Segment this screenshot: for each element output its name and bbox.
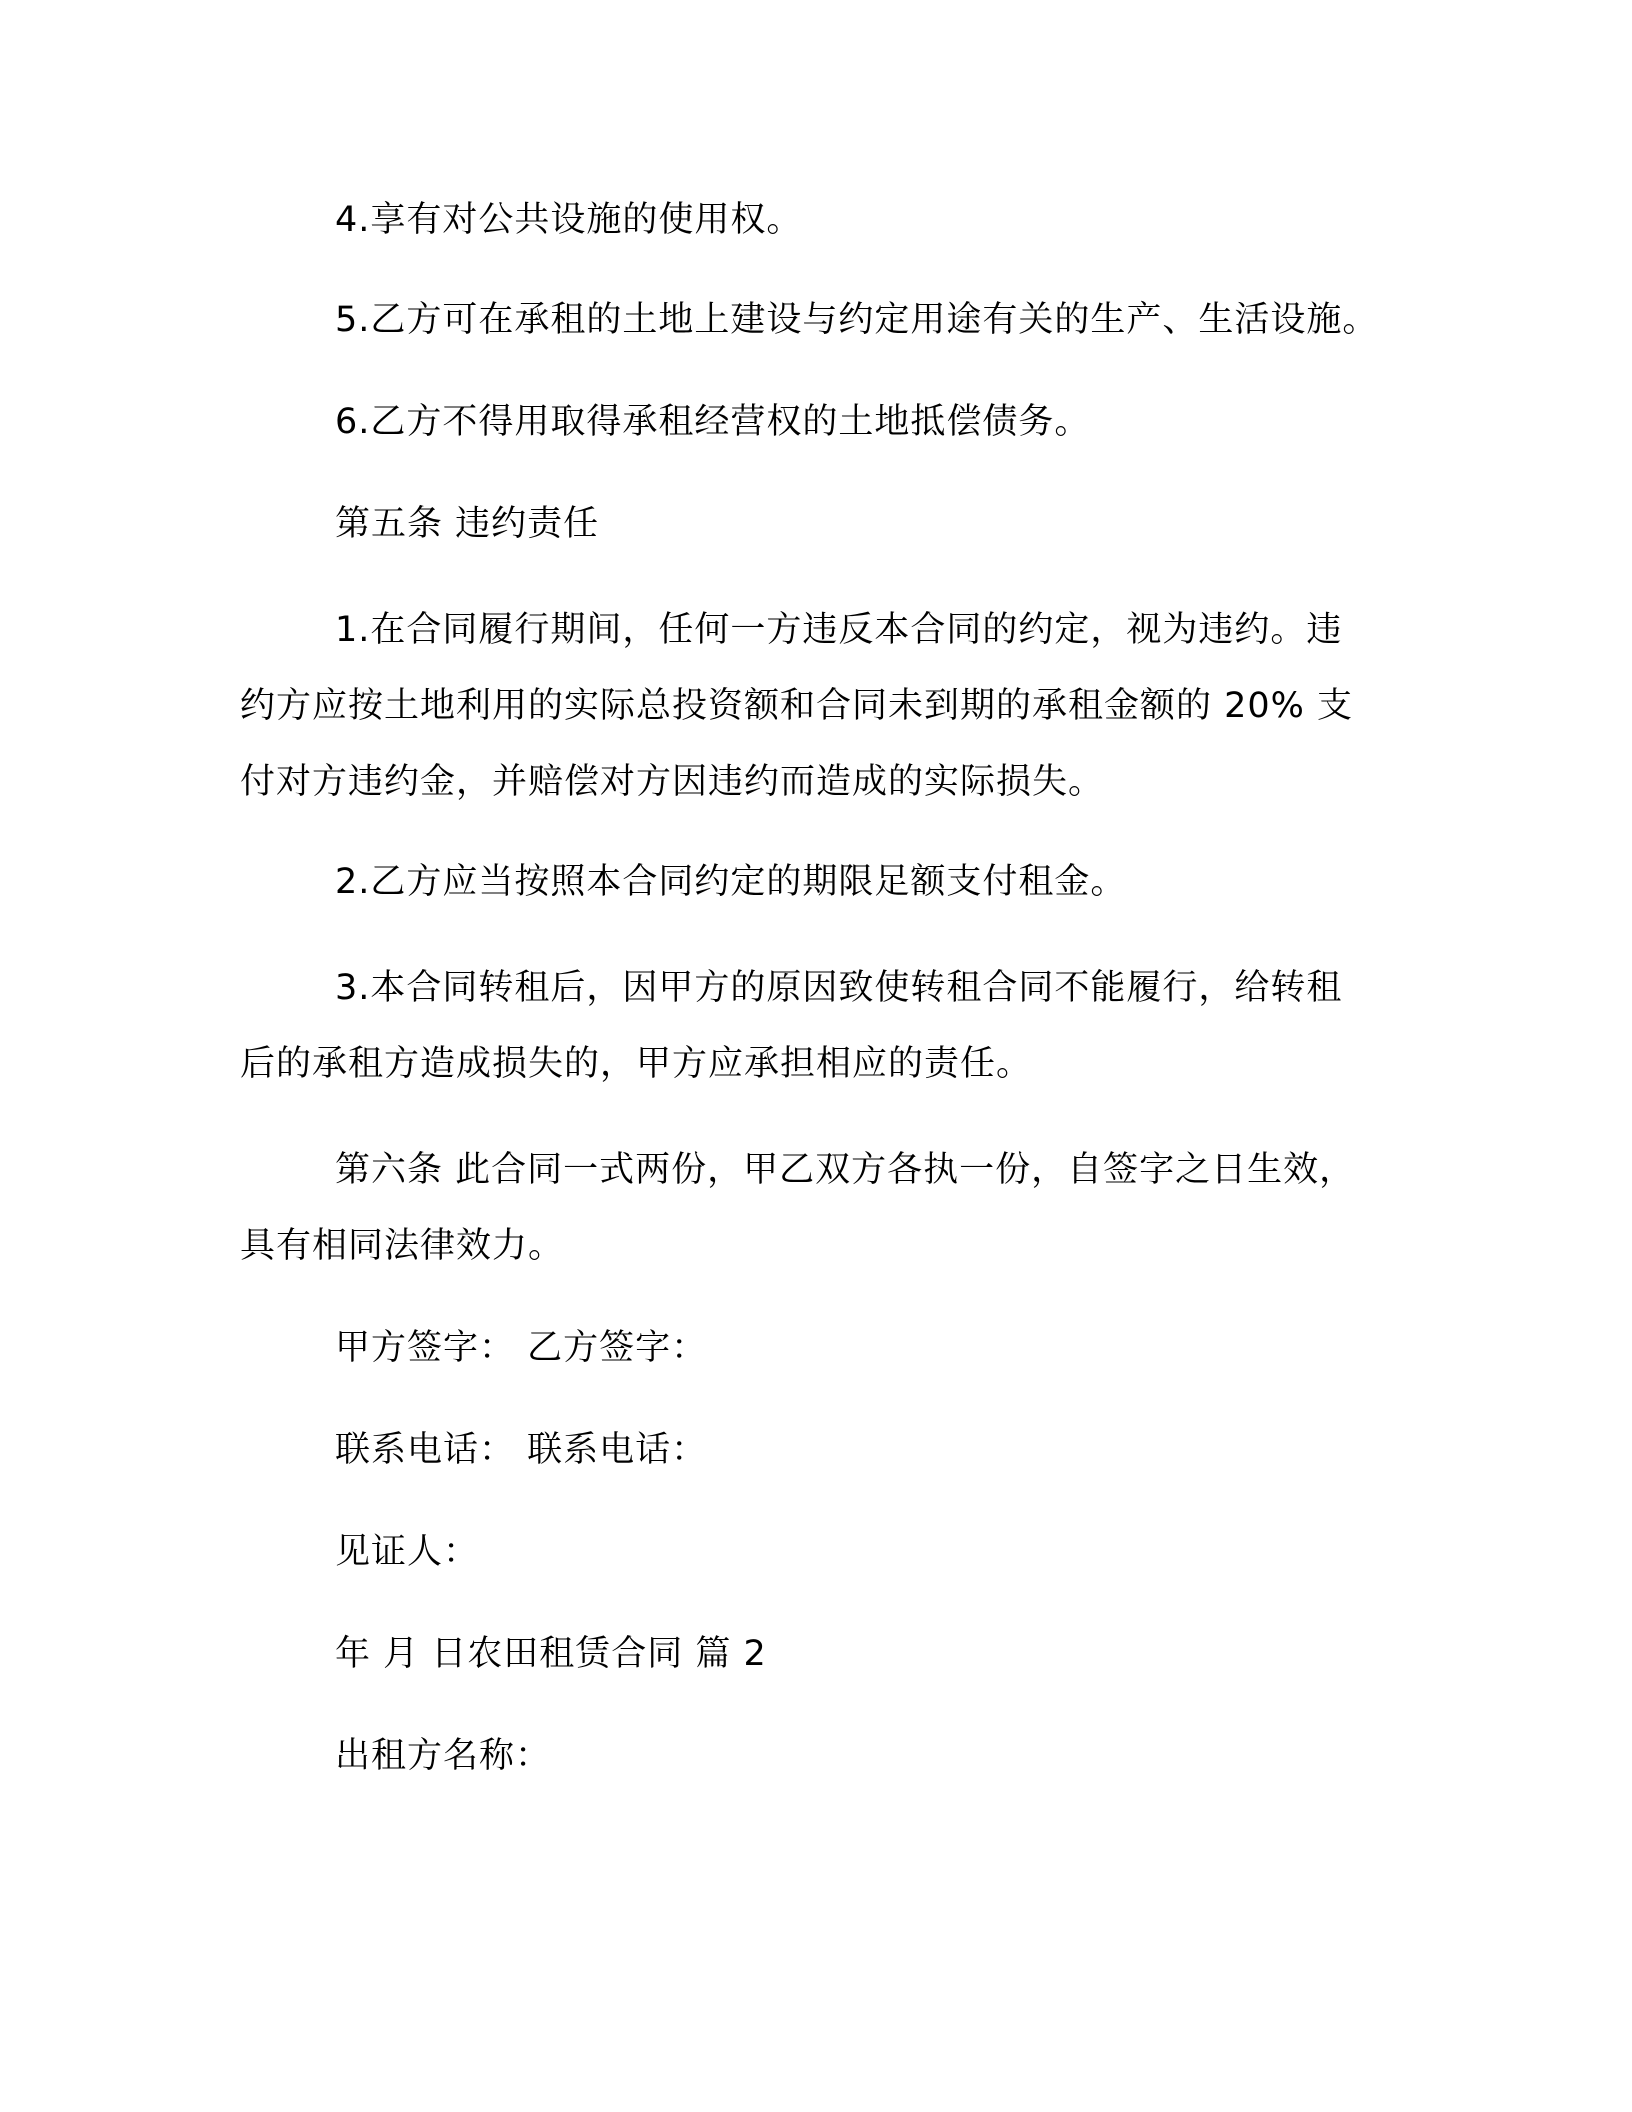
date-and-contract-title xyxy=(240,1616,1380,1692)
paragraph-line: 约方应按土地利用的实际总投资额和合同未到期的承租金额的 20% 支 xyxy=(240,686,1354,726)
signature-line xyxy=(240,1310,1380,1386)
paragraph-line: 后的承租方造成损失的，甲方应承担相应的责任。 xyxy=(240,1044,1033,1084)
paragraph-line: 5.乙方可在承租的土地上建设与约定用途有关的生产、生活设施。 xyxy=(335,300,1379,340)
liability-clause-3 xyxy=(240,950,1380,1102)
contact-phone-line xyxy=(240,1412,1380,1488)
section-heading: 第五条 违约责任 xyxy=(335,504,600,544)
paragraph-line: 出租方名称： xyxy=(335,1736,552,1776)
liability-clause-1 xyxy=(240,592,1380,820)
paragraph-line: 见证人： xyxy=(335,1532,480,1572)
clause-4-public-facilities xyxy=(240,182,1380,258)
paragraph-line: 甲方签字： 乙方签字： xyxy=(335,1328,708,1368)
lessor-name-line xyxy=(240,1718,1380,1794)
paragraph-line: 付对方违约金，并赔偿对方因违约而造成的实际损失。 xyxy=(240,762,1105,802)
article-6-clause xyxy=(240,1132,1380,1284)
paragraph-line: 4.享有对公共设施的使用权。 xyxy=(335,200,803,240)
paragraph-line: 3.本合同转租后，因甲方的原因致使转租合同不能履行，给转租 xyxy=(335,968,1343,1008)
article-5-heading xyxy=(240,486,1380,562)
liability-clause-2 xyxy=(240,844,1380,920)
paragraph-line: 2.乙方应当按照本合同约定的期限足额支付租金。 xyxy=(335,862,1127,902)
clause-5-build-facilities xyxy=(240,282,1380,358)
paragraph-line: 具有相同法律效力。 xyxy=(240,1226,565,1266)
paragraph-line: 6.乙方不得用取得承租经营权的土地抵偿债务。 xyxy=(335,402,1091,442)
witness-line xyxy=(240,1514,1380,1590)
paragraph-line: 第六条 此合同一式两份，甲乙双方各执一份，自签字之日生效， xyxy=(335,1150,1356,1190)
paragraph-line: 1.在合同履行期间，任何一方违反本合同的约定，视为违约。违 xyxy=(335,610,1343,650)
paragraph-line: 联系电话： 联系电话： xyxy=(335,1430,708,1470)
clause-6-no-debt-offset xyxy=(240,384,1380,460)
paragraph-line: 年 月 日农田租赁合同 篇 2 xyxy=(335,1634,767,1674)
